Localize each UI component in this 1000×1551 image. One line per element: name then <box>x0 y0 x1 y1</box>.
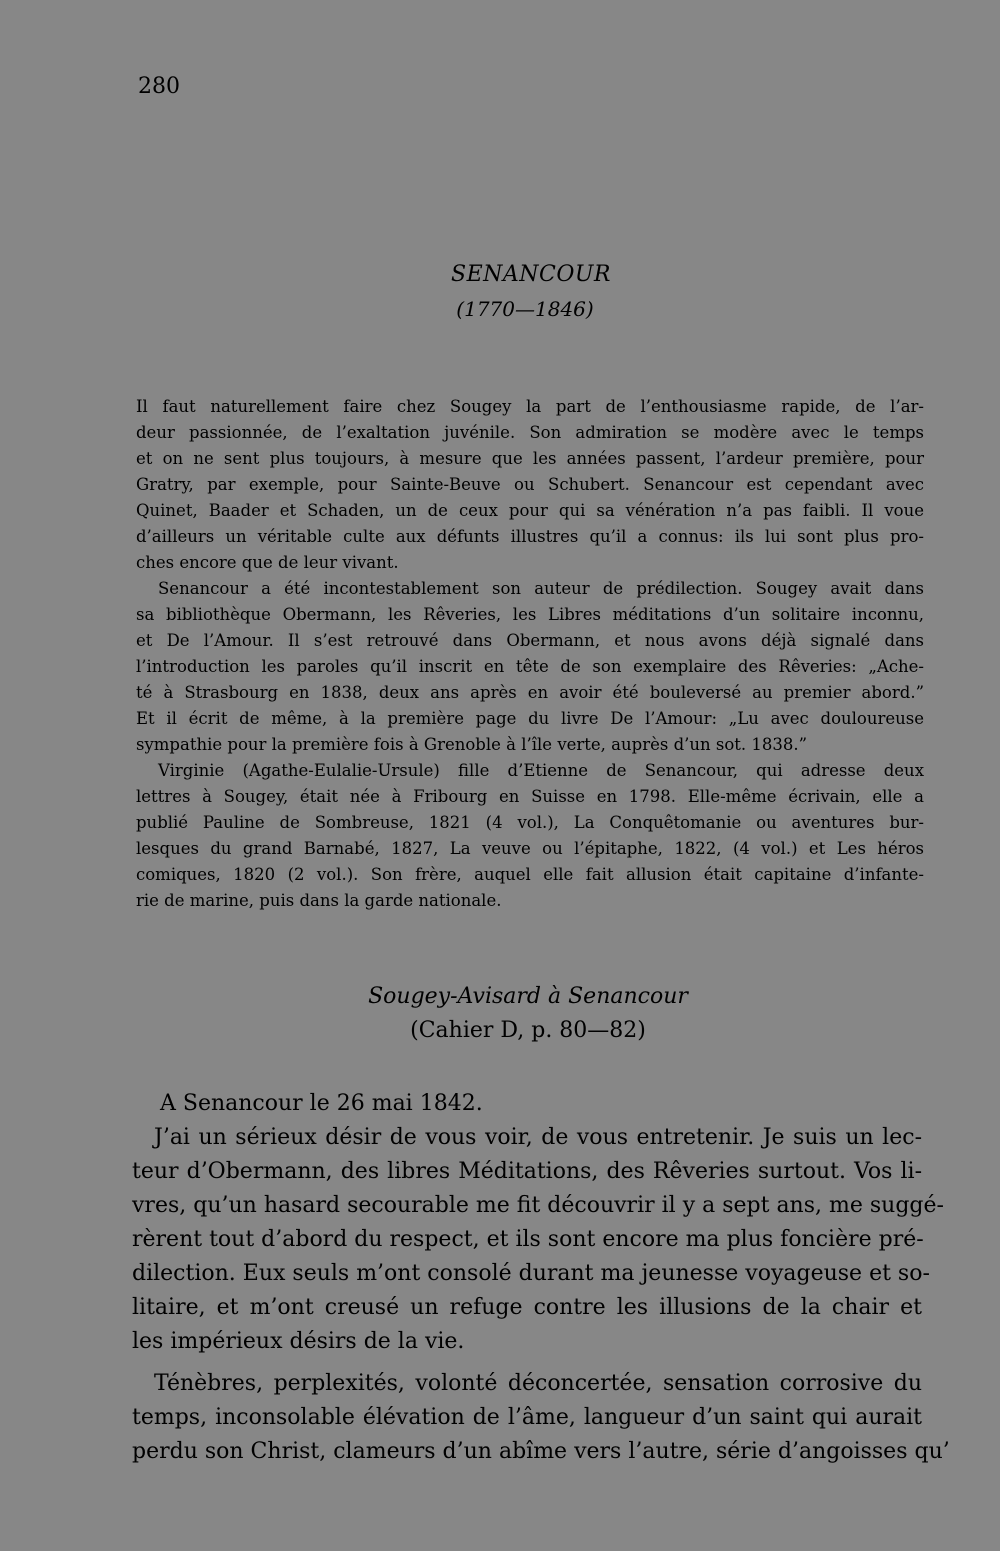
text-line: d’ailleurs un véritable culte aux défunts illustres qu’il a connus: ils lui sont plus pro- <box>136 527 924 546</box>
text-line: dilection. Eux seuls m’ont consolé durant ma jeunesse voyageuse et so- <box>132 1261 930 1286</box>
text-line: temps, inconsolable élévation de l’âme, langueur d’un saint qui aurait <box>132 1405 922 1430</box>
letter-heading: Sougey-Avisard à Senancour <box>368 984 688 1009</box>
text-line: sympathie pour la première fois à Grenoble à l’île verte, auprès d’un sot. 1838.” <box>136 735 808 754</box>
text-line: Ténèbres, perplexités, volonté déconcertée, sensation corrosive du <box>154 1371 922 1396</box>
text-line: et De l’Amour. Il s’est retrouvé dans Obermann, et nous avons déjà signalé dans <box>136 631 924 650</box>
page-number: 280 <box>138 74 180 99</box>
text-line: rèrent tout d’abord du respect, et ils sont encore ma plus foncière pré- <box>132 1227 924 1252</box>
text-line: perdu son Christ, clameurs d’un abîme vers l’autre, série d’angoisses qu’ <box>132 1439 950 1464</box>
text-line: lettres à Sougey, était née à Fribourg en Suisse en 1798. Elle-même écrivain, elle a <box>136 787 924 806</box>
text-line: l’introduction les paroles qu’il inscrit en tête de son exemplaire des Rêveries: „Ache- <box>136 657 924 676</box>
text-line: et on ne sent plus toujours, à mesure que les années passent, l’ardeur première, pour <box>136 449 924 468</box>
text-line: teur d’Obermann, des libres Méditations, des Rêveries surtout. Vos li- <box>132 1159 922 1184</box>
text-line: lesques du grand Barnabé, 1827, La veuve ou l’épitaphe, 1822, (4 vol.) et Les héros <box>136 839 924 858</box>
chapter-dates: (1770—1846) <box>456 297 594 321</box>
chapter-title: SENANCOUR <box>451 262 611 287</box>
text-line: Et il écrit de même, à la première page du livre De l’Amour: „Lu avec douloureuse <box>136 709 924 728</box>
text-line: les impérieux désirs de la vie. <box>132 1329 465 1354</box>
text-line: vres, qu’un hasard secourable me fit découvrir il y a sept ans, me suggé- <box>132 1193 944 1218</box>
letter-date: A Senancour le 26 mai 1842. <box>160 1091 483 1116</box>
text-line: comiques, 1820 (2 vol.). Son frère, auquel elle fait allusion était capitaine d’infante- <box>136 865 924 884</box>
text-line: publié Pauline de Sombreuse, 1821 (4 vol.), La Conquêtomanie ou aventures bur- <box>136 813 924 832</box>
letter-source: (Cahier D, p. 80—82) <box>410 1018 646 1043</box>
text-line: deur passionnée, de l’exaltation juvénile. Son admiration se modère avec le temps <box>136 423 924 442</box>
text-line: Senancour a été incontestablement son auteur de prédilection. Sougey avait dans <box>158 579 924 598</box>
text-line: Gratry, par exemple, pour Sainte-Beuve ou Schubert. Senancour est cependant avec <box>136 475 924 494</box>
paragraph-gap <box>132 1359 922 1367</box>
text-line: litaire, et m’ont creusé un refuge contre les illusions de la chair et <box>132 1295 922 1320</box>
text-line: Quinet, Baader et Schaden, un de ceux pour qui sa vénération n’a pas faibli. Il voue <box>136 501 924 520</box>
text-line: rie de marine, puis dans la garde nationale. <box>136 891 502 910</box>
intro-text <box>136 394 924 914</box>
text-line: Il faut naturellement faire chez Sougey la part de l’enthousiasme rapide, de l’ar- <box>136 397 924 416</box>
text-line: J’ai un sérieux désir de vous voir, de vous entretenir. Je suis un lec- <box>154 1125 922 1150</box>
text-line: sa bibliothèque Obermann, les Rêveries, les Libres méditations d’un solitaire inconnu, <box>136 605 924 624</box>
text-line: ches encore que de leur vivant. <box>136 553 399 572</box>
letter-text <box>132 1087 950 1469</box>
text-line: té à Strasbourg en 1838, deux ans après en avoir été bouleversé au premier abord.” <box>136 683 924 702</box>
text-line: Virginie (Agathe-Eulalie-Ursule) fille d’Etienne de Senancour, qui adresse deux <box>158 761 924 780</box>
